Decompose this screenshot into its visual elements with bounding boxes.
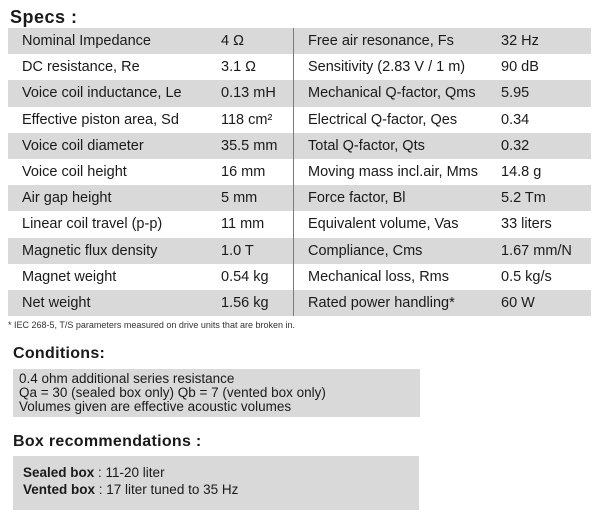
specs-title: Specs : <box>10 7 78 27</box>
spec-row <box>8 80 591 106</box>
spec-label: Effective piston area, Sd <box>22 111 179 128</box>
spec-row <box>8 290 591 316</box>
spec-value: 11 mm <box>221 216 265 233</box>
vented-box-line <box>23 481 413 498</box>
conditions-box <box>13 369 420 417</box>
spec-label: Sensitivity (2.83 V / 1 m) <box>308 59 466 76</box>
spec-value: 60 W <box>501 294 535 311</box>
spec-label: Magnetic flux density <box>22 242 158 259</box>
condition-line: 0.4 ohm additional series resistance <box>19 371 235 386</box>
conditions-title: Conditions: <box>13 345 106 362</box>
spec-value: 0.5 kg/s <box>501 268 552 285</box>
spec-value: 5.2 Tm <box>501 190 546 207</box>
spec-value: 32 Hz <box>501 33 539 50</box>
spec-label: Equivalent volume, Vas <box>308 216 459 233</box>
footnote: * IEC 268-5, T/S parameters measured on drive units that are broken in. <box>8 320 295 330</box>
spec-value: 118 cm² <box>221 111 273 128</box>
column-divider <box>293 28 294 316</box>
spec-label: Linear coil travel (p-p) <box>22 216 163 233</box>
spec-label: Electrical Q-factor, Qes <box>308 111 458 128</box>
vented-box-label: Vented box <box>23 482 96 497</box>
spec-label: Free air resonance, Fs <box>308 33 454 50</box>
condition-line: Volumes given are effective acoustic volumes <box>19 399 292 414</box>
spec-row <box>8 238 591 264</box>
spec-value: 14.8 g <box>501 164 542 181</box>
spec-row <box>8 211 591 237</box>
sealed-box-value: : 11-20 liter <box>94 465 165 480</box>
spec-value: 4 Ω <box>221 33 244 50</box>
spec-label: Magnet weight <box>22 268 117 285</box>
spec-row <box>8 28 591 54</box>
box-recommendations-title: Box recommendations : <box>13 433 202 450</box>
spec-label: Rated power handling* <box>308 294 455 311</box>
spec-value: 1.56 kg <box>221 294 269 311</box>
spec-value: 5 mm <box>221 190 258 207</box>
spec-value: 5.95 <box>501 85 530 102</box>
spec-label: Force factor, Bl <box>308 190 406 207</box>
spec-value: 1.0 T <box>221 242 254 259</box>
spec-label: Moving mass incl.air, Mms <box>308 164 479 181</box>
spec-label: Compliance, Cms <box>308 242 423 259</box>
spec-value: 1.67 mm/N <box>501 242 572 259</box>
spec-label: Total Q-factor, Qts <box>308 137 425 154</box>
spec-value: 35.5 mm <box>221 137 278 154</box>
spec-value: 0.13 mH <box>221 85 276 102</box>
spec-row <box>8 185 591 211</box>
spec-row <box>8 264 591 290</box>
spec-row <box>8 133 591 159</box>
condition-line: Qa = 30 (sealed box only) Qb = 7 (vented box only) <box>19 385 326 400</box>
spec-label: Net weight <box>22 294 91 311</box>
spec-row <box>8 107 591 133</box>
spec-label: DC resistance, Re <box>22 59 140 76</box>
spec-value: 0.54 kg <box>221 268 269 285</box>
spec-label: Mechanical loss, Rms <box>308 268 450 285</box>
specs-table <box>8 28 591 316</box>
spec-value: 16 mm <box>221 164 266 181</box>
spec-label: Mechanical Q-factor, Qms <box>308 85 476 102</box>
sealed-box-line <box>23 464 413 481</box>
spec-row <box>8 159 591 185</box>
spec-value: 3.1 Ω <box>221 59 257 76</box>
spec-label: Voice coil inductance, Le <box>22 85 182 102</box>
spec-row <box>8 54 591 80</box>
spec-label: Voice coil diameter <box>22 137 144 154</box>
spec-value: 33 liters <box>501 216 552 233</box>
spec-label: Air gap height <box>22 190 112 207</box>
spec-label: Voice coil height <box>22 164 127 181</box>
vented-box-value: : 17 liter tuned to 35 Hz <box>95 482 239 497</box>
spec-label: Nominal Impedance <box>22 33 151 50</box>
spec-value: 0.34 <box>501 111 530 128</box>
sealed-box-label: Sealed box <box>23 465 95 480</box>
spec-value: 90 dB <box>501 59 539 76</box>
box-recommendations-box <box>13 456 419 510</box>
spec-value: 0.32 <box>501 137 530 154</box>
